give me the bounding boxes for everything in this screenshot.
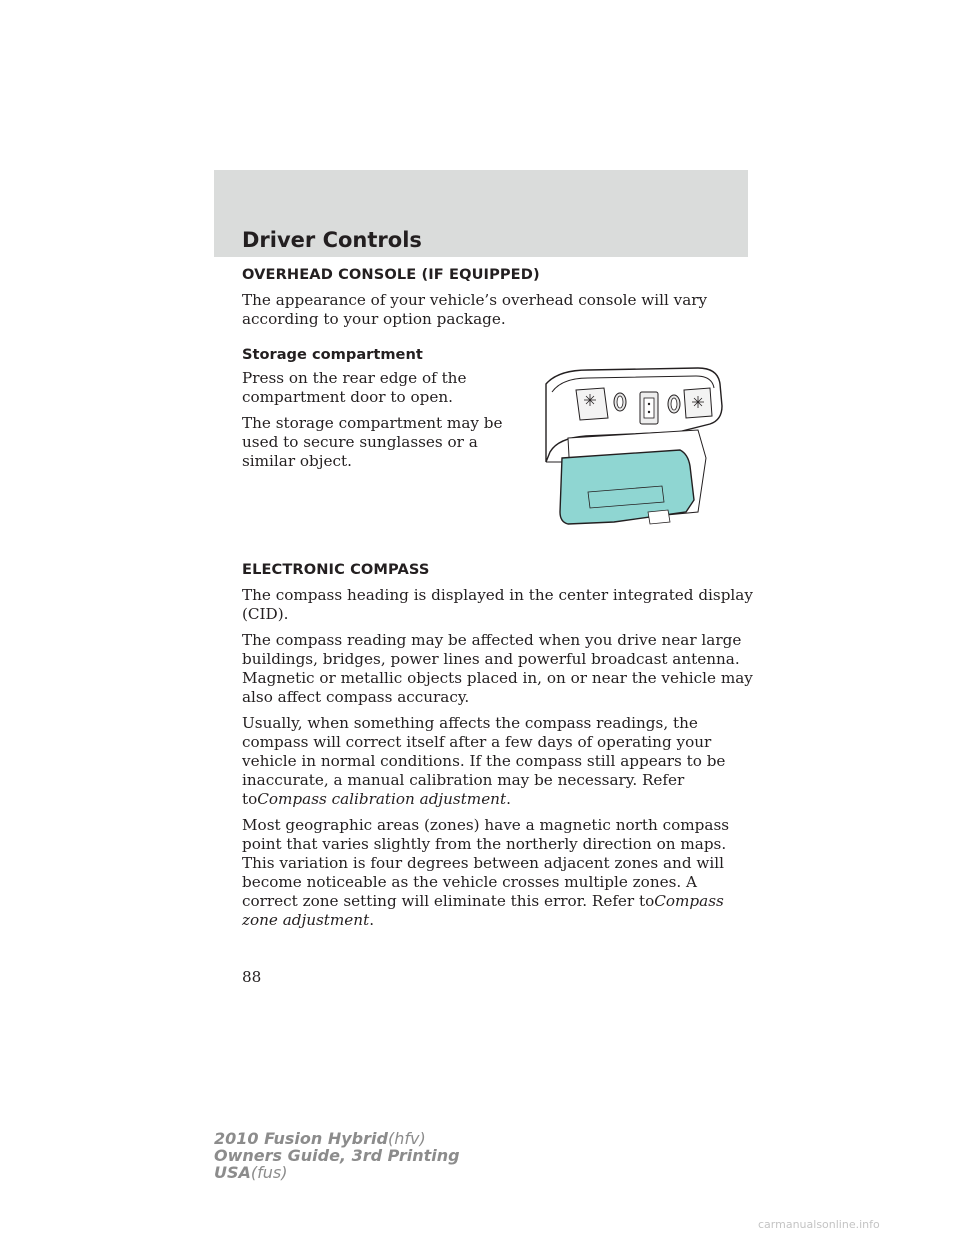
footer-market-code: (fus) (250, 1163, 288, 1182)
overhead-console-intro: The appearance of your vehicle’s overhead console will vary according to your option package. (242, 291, 708, 328)
page-section-title: Driver Controls (242, 228, 422, 252)
footer-model-code: (hfv) (387, 1129, 426, 1148)
footer-printing: Owners Guide, 3rd Printing (214, 1146, 460, 1165)
storage-compartment-heading: Storage compartment (242, 346, 423, 363)
compass-para-4: Most geographic areas (zones) have a magnetic north compass point that varies slightly from the northerly direction on maps. This variation is four degrees between adjacent zones and will become noticeable as the vehicle crosses multiple zones. A correct zone setting will eliminate this error. Refer toCompass zone adjustment. (242, 816, 730, 929)
footer-market: USA (214, 1163, 251, 1182)
watermark: carmanualsonline.info (758, 1218, 880, 1231)
compass-calibration-reference: Compass calibration adjustment (257, 790, 507, 808)
compass-para-2: The compass reading may be affected when you drive near large buildings, bridges, power lines and powerful broadcast antenna. Magnetic or metallic objects placed in, on or near the vehicle may also affect compass accuracy. (242, 631, 753, 706)
electronic-compass-heading: ELECTRONIC COMPASS (242, 561, 430, 578)
page-number: 88 (242, 968, 262, 986)
compass-para-3-text: Usually, when something affects the compass readings, the compass will correct itself after a few days of operating your vehicle in normal conditions. If the compass still appears to be inaccurate, a manual calibration may be necessary. Refer to (242, 714, 726, 808)
footer-print-info (214, 1130, 460, 1181)
overhead-console-heading: OVERHEAD CONSOLE (IF EQUIPPED) (242, 266, 540, 283)
storage-compartment-para-1: Press on the rear edge of the compartment door to open. (242, 369, 467, 406)
compass-para-3: Usually, when something affects the compass readings, the compass will correct itself after a few days of operating your vehicle in normal conditions. If the compass still appears to be inaccurate, a manual calibration may be necessary. Refer toCompass calibration adjustment. (242, 714, 726, 808)
compass-para-1: The compass heading is displayed in the center integrated display (CID). (242, 586, 753, 623)
storage-compartment-para-2: The storage compartment may be used to secure sunglasses or a similar object. (242, 414, 503, 470)
footer-model: 2010 Fusion Hybrid (214, 1129, 388, 1148)
compass-zone-reference: Compass zone adjustment (242, 892, 724, 929)
overhead-console-illustration (528, 362, 728, 534)
compass-para-4-text: Most geographic areas (zones) have a magnetic north compass point that varies slightly from the northerly direction on maps. This variation is four degrees between adjacent zones and will become noticeable as the vehicle crosses multiple zones. A correct zone setting will eliminate this error. Refer to (242, 816, 730, 910)
